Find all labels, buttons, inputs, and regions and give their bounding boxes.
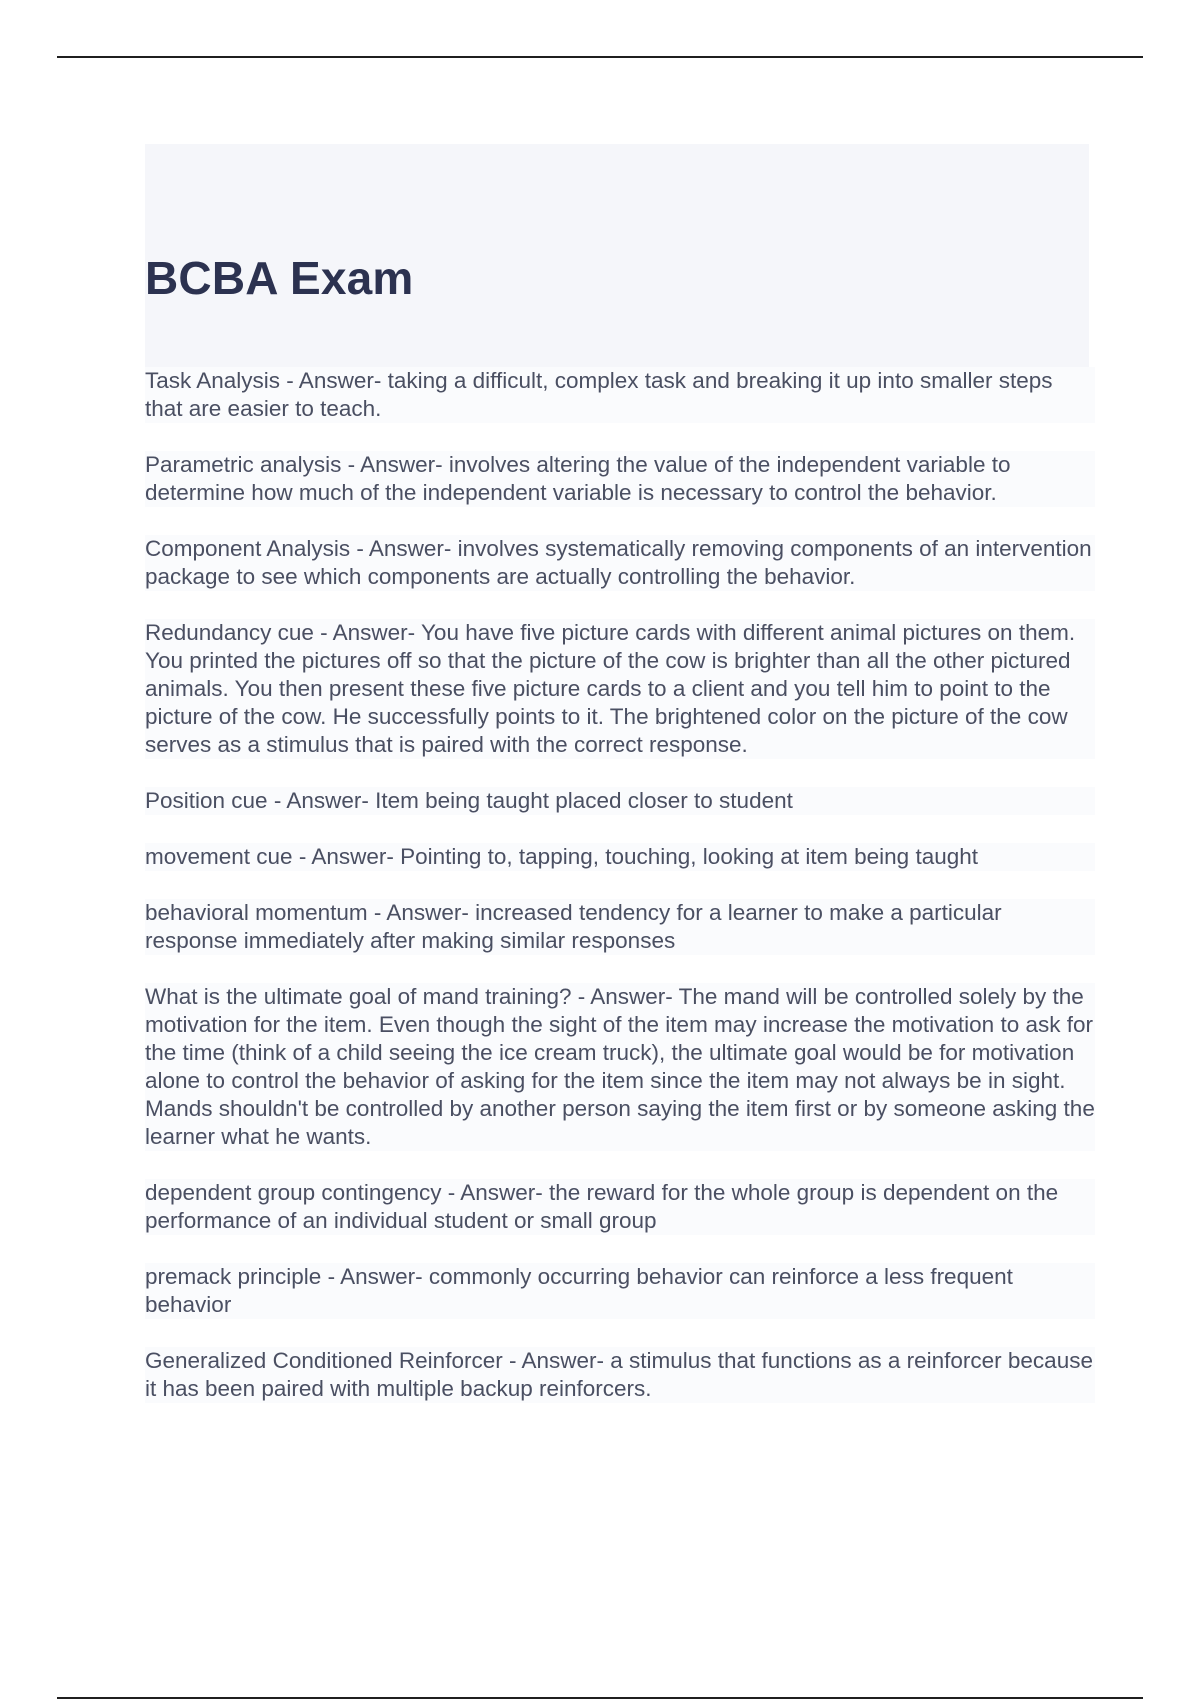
flashcard-entry: Parametric analysis - Answer- involves altering the value of the independent variable to determine how much of the independent variable is necessary to control the behavior. [145, 451, 1095, 507]
flashcard-list [145, 367, 1095, 1431]
top-rule [57, 56, 1143, 58]
bottom-rule [57, 1697, 1143, 1699]
flashcard-entry: Redundancy cue - Answer- You have five picture cards with different animal pictures on them. You printed the pictures off so that the picture of the cow is brighter than all the other pictured animals. You then present these five picture cards to a client and you tell him to point to the picture of the cow. He successfully points to it. The brightened color on the picture of the cow serves as a stimulus that is paired with the correct response. [145, 619, 1095, 759]
flashcard-entry: premack principle - Answer- commonly occurring behavior can reinforce a less frequent behavior [145, 1263, 1095, 1319]
flashcard-entry: What is the ultimate goal of mand training? - Answer- The mand will be controlled solely by the motivation for the item. Even though the sight of the item may increase the motivation to ask for the time (think of a child seeing the ice cream truck), the ultimate goal would be for motivation alone to control the behavior of asking for the item since the item may not always be in sight. Mands shouldn't be controlled by another person saying the item first or by someone asking the learner what he wants. [145, 984, 1095, 1149]
flashcard-entry: Position cue - Answer- Item being taught placed closer to student [145, 787, 1095, 815]
flashcard-entry: behavioral momentum - Answer- increased tendency for a learner to make a particular response immediately after making similar responses [145, 899, 1095, 955]
document-title: BCBA Exam [145, 252, 414, 304]
flashcard-entry: dependent group contingency - Answer- the reward for the whole group is dependent on the performance of an individual student or small group [145, 1179, 1095, 1235]
flashcard-entry: movement cue - Answer- Pointing to, tapping, touching, looking at item being taught [145, 843, 1095, 871]
flashcard-entry: Component Analysis - Answer- involves systematically removing components of an intervention package to see which components are actually controlling the behavior. [145, 535, 1095, 591]
flashcard-entry: Generalized Conditioned Reinforcer - Answer- a stimulus that functions as a reinforcer because it has been paired with multiple backup reinforcers. [145, 1347, 1095, 1403]
title-block [145, 144, 1089, 368]
flashcard-entry: Task Analysis - Answer- taking a difficult, complex task and breaking it up into smaller steps that are easier to teach. [145, 367, 1095, 423]
